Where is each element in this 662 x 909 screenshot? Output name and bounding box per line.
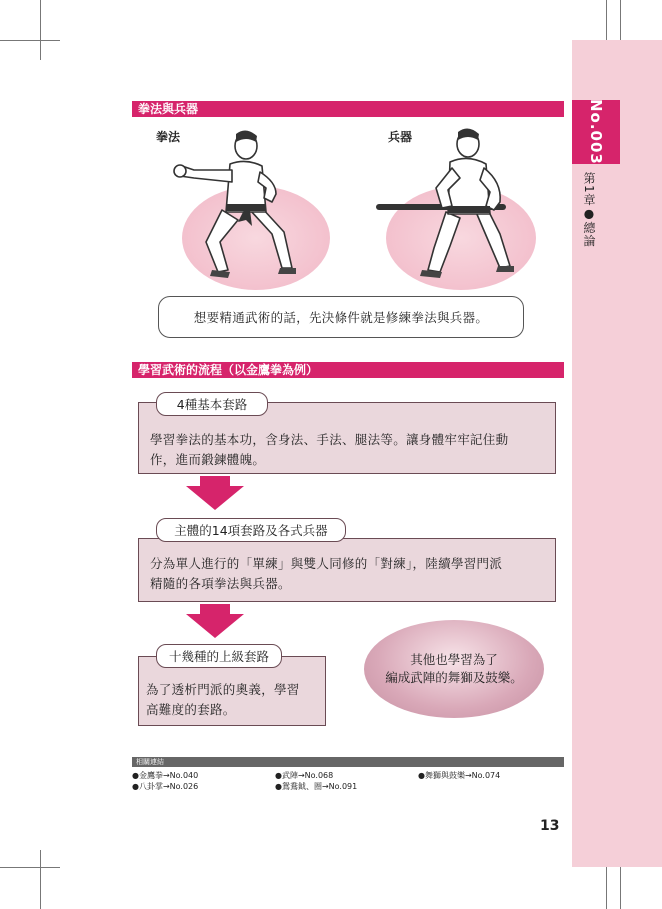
related-links-header: 相關連結: [132, 757, 564, 767]
weapon-stance-illustration: [376, 122, 536, 282]
flow-step-2-text: [150, 554, 502, 594]
flow-step-3-line-2: 高難度的套路。: [146, 702, 236, 717]
crop-mark: [0, 867, 60, 868]
flow-step-3-line-1: 為了透析門派的奧義，學習: [146, 682, 300, 697]
related-link[interactable]: ●舞獅與鼓樂→No.074: [418, 771, 501, 780]
page-number: 13: [540, 818, 560, 834]
label-fist: 拳法: [156, 130, 181, 144]
other-learning-line-1: 其他也學習為了: [410, 652, 498, 667]
related-link[interactable]: ●鴛鴦鉞、圈→No.091: [275, 782, 358, 791]
chapter-label: 第1章●總論: [582, 172, 596, 248]
section-title-learning-flow: 學習武術的流程（以金鷹拳為例）: [132, 362, 564, 378]
crop-mark: [40, 0, 41, 60]
sidebar-strip: [572, 40, 662, 867]
fist-stance-illustration: [160, 122, 320, 282]
related-link[interactable]: ●武陣→No.068: [275, 771, 334, 780]
fist-weapon-summary: 想要精通武術的話，先決條件就是修練拳法與兵器。: [158, 296, 524, 338]
flow-step-3-tag: 十幾種的上級套路: [156, 644, 282, 668]
flow-step-1-tag: 4種基本套路: [156, 392, 268, 416]
flow-step-2-line-2: 精隨的各項拳法與兵器。: [150, 576, 291, 591]
flow-arrow-2: [186, 604, 244, 638]
flow-step-3-text: [146, 680, 300, 720]
flow-step-2-line-1: 分為單人進行的「單練」與雙人同修的「對練」，陸續學習門派: [150, 556, 503, 571]
related-link[interactable]: ●八卦掌→No.026: [132, 782, 199, 791]
other-learning-line-2: 編成武陣的舞獅及鼓樂。: [385, 670, 523, 685]
section-title-fist-weapon: 拳法與兵器: [132, 101, 564, 117]
other-learning-ellipse: [364, 620, 544, 718]
flow-step-1-line-1: 學習拳法的基本功，含身法、手法、腿法等。讓身體牢牢記住動: [150, 432, 509, 447]
label-weapon: 兵器: [388, 130, 413, 144]
crop-mark: [0, 40, 60, 41]
flow-step-1-line-2: 作，進而鍛鍊體魄。: [150, 452, 266, 467]
crop-mark: [40, 850, 41, 909]
flow-arrow-1: [186, 476, 244, 510]
flow-step-2-tag: 主體的14項套路及各式兵器: [156, 518, 346, 542]
flow-step-1-text: [150, 430, 508, 470]
entry-number-tab: No.003: [572, 100, 620, 164]
related-link[interactable]: ●金鷹拳→No.040: [132, 771, 199, 780]
